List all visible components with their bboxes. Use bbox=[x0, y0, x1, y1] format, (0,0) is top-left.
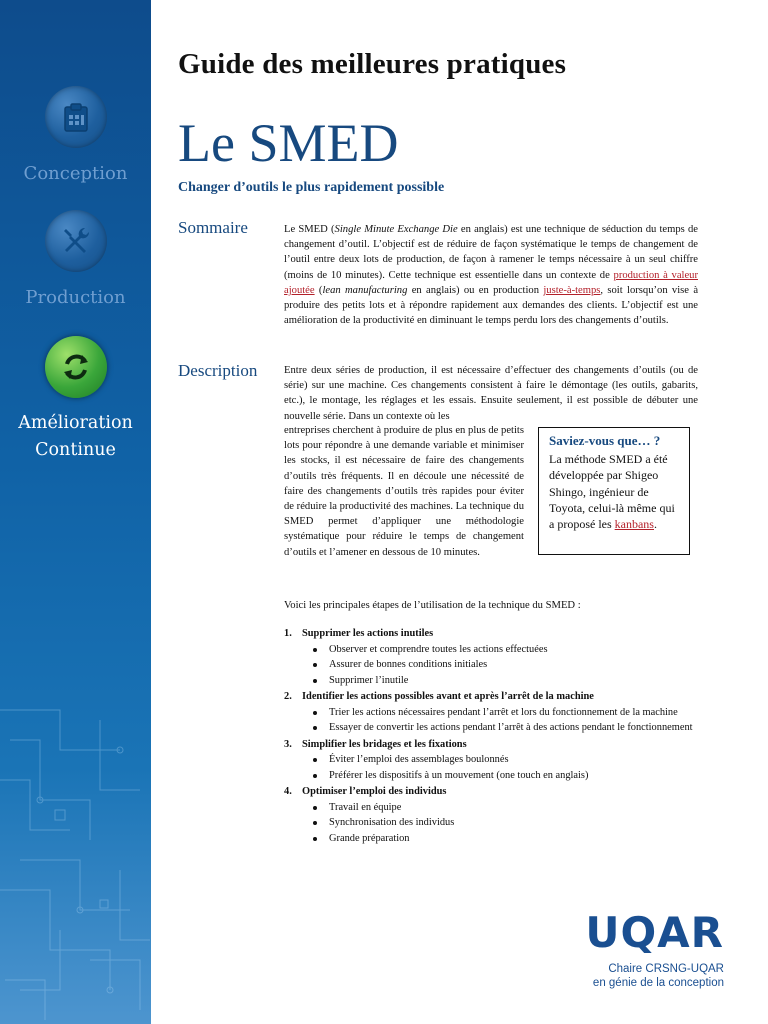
clipboard-icon bbox=[45, 86, 107, 148]
nav-label-line1: Amélioration bbox=[18, 413, 133, 433]
link-production-valeur-ajoutee[interactable]: production à valeur ajoutée bbox=[284, 269, 698, 296]
sub-list bbox=[284, 801, 700, 846]
step-number: 1. bbox=[284, 628, 292, 639]
step-title-text: Identifier les actions possibles avant et après l’arrêt de la machine bbox=[302, 691, 594, 702]
tools-icon bbox=[45, 210, 107, 272]
logo-line-2: en génie de la conception bbox=[592, 977, 724, 989]
circuit-pattern bbox=[0, 690, 151, 1024]
sub-list bbox=[284, 706, 700, 735]
tip-body bbox=[549, 451, 679, 532]
section-heading-sommaire: Sommaire bbox=[178, 218, 248, 237]
step-title bbox=[284, 689, 700, 705]
nav-item-amelioration-continue[interactable] bbox=[0, 336, 151, 464]
description-paragraph-1: Entre deux séries de production, il est nécessaire d’effectuer des changements d’outils (ou de série) sur une machine. Ces changements consistent à faire le démontage (les outils, gabarits, etc.), le montage, les réglages et les essais. Ensuite seulement, il est possible de débuter une nouvelle série. Dans un contexte où les bbox=[284, 365, 698, 422]
text: en anglais) ou en production bbox=[407, 284, 544, 296]
step-number: 3. bbox=[284, 738, 292, 750]
step-title bbox=[284, 784, 700, 800]
logo-wordmark: UQAR bbox=[585, 908, 724, 957]
step-number: 4. bbox=[284, 786, 292, 797]
sub-list bbox=[284, 643, 700, 688]
nav-label-amelioration bbox=[0, 410, 151, 464]
list-item: Éviter l’emploi des assemblages boulonnés bbox=[284, 753, 700, 767]
step-title bbox=[284, 626, 700, 642]
text: . bbox=[653, 517, 657, 532]
list-item: Synchronisation des individus bbox=[284, 816, 700, 830]
text-italic: Single Minute Exchange Die bbox=[334, 224, 458, 235]
list-item: Supprimer l’inutile bbox=[284, 674, 700, 688]
list-item: Préférer les dispositifs à un mouvement (one touch en anglais) bbox=[284, 769, 700, 783]
nav-label-conception: Conception bbox=[23, 163, 128, 184]
nav-item-conception[interactable] bbox=[0, 86, 151, 187]
tip-title: Saviez-vous que… ? bbox=[549, 433, 661, 448]
text-italic: lean manufacturing bbox=[322, 284, 408, 296]
text: , soit lorsqu’on vise à produire des petits lots et à répondre rapidement aux demandes des clients. L’objectif est une amélioration de la productivité en diminuant le temps perdu lors des changements d’outils. bbox=[284, 284, 699, 327]
list-item: Travail en équipe bbox=[284, 801, 700, 815]
guide-title: Guide des meilleures pratiques bbox=[178, 48, 567, 80]
description-paragraph-2: entreprises cherchent à produire de plus en plus de petits lots pour répondre à une demande variable et minimiser les stocks, il est nécessaire de faire des changements d’outils très fréquents. Il en découle une nécessité de faire des changements d’outils très rapides pour éviter de réduire la productivité des machines. La technique du SMED permet d’appliquer une méthodologie systématique pour réduire le temps de changement d’outils et l’amener en dessous de 10 minutes. bbox=[284, 425, 524, 558]
list-item: Grande préparation bbox=[284, 832, 700, 846]
step bbox=[284, 689, 700, 735]
text: Le SMED ( bbox=[284, 224, 335, 235]
page-title: Le SMED bbox=[178, 113, 399, 173]
list-item: Assurer de bonnes conditions initiales bbox=[284, 658, 700, 672]
logo-line-1: Chaire CRSNG-UQAR bbox=[608, 963, 724, 975]
logo-subtitle bbox=[584, 962, 724, 990]
text: La méthode SMED a été développée par Shigeo Shingo, ingénieur de Toyota, celui-là même qui a proposé les bbox=[549, 452, 675, 532]
list-item: Essayer de convertir les actions pendant l’arrêt à des actions pendant le fonctionnement bbox=[284, 721, 700, 735]
refresh-icon bbox=[45, 336, 107, 398]
step-title-text: Supprimer les actions inutiles bbox=[302, 628, 434, 639]
step-title bbox=[284, 737, 700, 753]
step-title-text: Simplifier les bridages et les fixations bbox=[302, 738, 467, 750]
tip-box bbox=[538, 427, 690, 555]
section-heading-description: Description bbox=[178, 361, 258, 380]
list-item: Trier les actions nécessaires pendant l’arrêt et lors du fonctionnement de la machine bbox=[284, 706, 700, 720]
link-kanbans[interactable]: kanbans bbox=[614, 517, 654, 532]
list-item: Observer et comprendre toutes les actions effectuées bbox=[284, 643, 700, 657]
link-juste-a-temps[interactable]: juste-à-temps bbox=[543, 284, 601, 296]
page-subtitle: Changer d’outils le plus rapidement possible bbox=[178, 180, 445, 195]
nav-label-production: Production bbox=[25, 287, 126, 308]
steps-list bbox=[284, 626, 700, 847]
text: ( bbox=[314, 284, 323, 296]
uqar-logo bbox=[584, 908, 724, 990]
step-number: 2. bbox=[284, 691, 292, 702]
nav-label-line2: Continue bbox=[35, 440, 116, 460]
text: en anglais) est une technique de séduction du temps de changement d’outil. L’objectif est de réduire de façon systématique le temps de changement de l’outil entre deux lots de production, de façon à ramener le temps nécessaire à un seul chiffre (moins de 10 minutes). Cette technique est essentielle dans un contexte de bbox=[284, 224, 698, 281]
step bbox=[284, 626, 700, 687]
sub-list bbox=[284, 753, 700, 782]
step bbox=[284, 737, 700, 783]
nav-item-production[interactable] bbox=[0, 210, 151, 311]
summary-paragraph bbox=[284, 222, 698, 328]
step bbox=[284, 784, 700, 845]
step-title-text: Optimiser l’emploi des individus bbox=[302, 786, 447, 797]
steps-intro: Voici les principales étapes de l’utilisation de la technique du SMED : bbox=[284, 600, 581, 611]
sidebar bbox=[0, 0, 151, 1024]
